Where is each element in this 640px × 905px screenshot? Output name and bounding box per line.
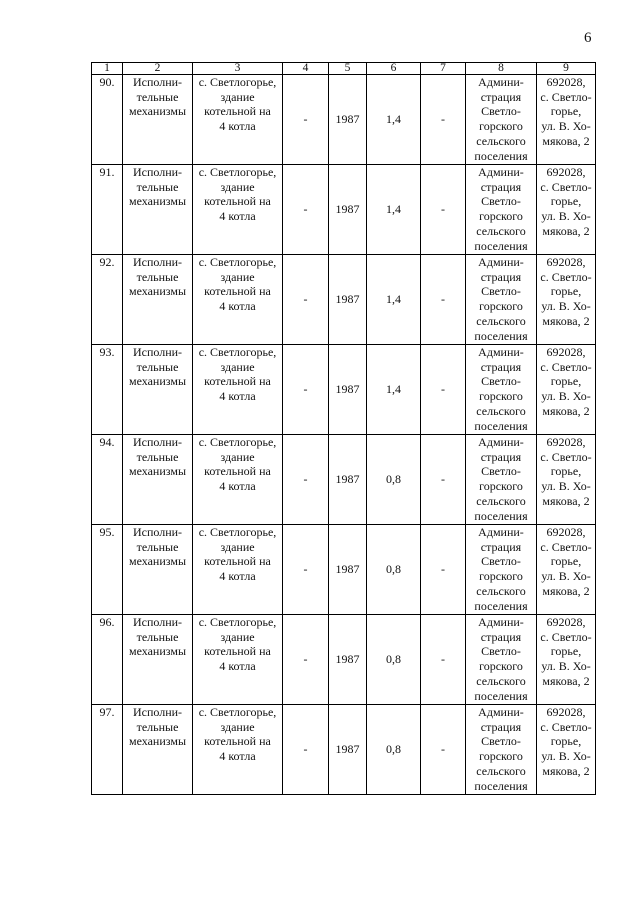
- year-cell: 1987: [329, 165, 367, 255]
- table-row: [92, 345, 596, 435]
- cell-line: сельского: [476, 133, 526, 148]
- cell-line: поселения: [474, 418, 528, 433]
- cell-line: сельского: [476, 763, 526, 778]
- cell-line: ул. В. Хо-: [541, 569, 591, 584]
- row-number: 97.: [92, 705, 123, 795]
- cell-line: 4 котла: [219, 569, 256, 584]
- column-number: 6: [367, 63, 421, 75]
- owner-address-cell: [537, 165, 596, 255]
- owner-address-cell: [537, 435, 596, 525]
- cell-line: Исполни-: [132, 435, 183, 449]
- cell-line: мякова, 2: [542, 493, 590, 508]
- cell-line: с. Светло-: [540, 269, 592, 284]
- cell-line: с. Светлогорье,: [198, 75, 277, 89]
- object-name-cell: [123, 435, 193, 525]
- cell-line: горского: [479, 299, 523, 314]
- cell-line: ул. В. Хо-: [541, 659, 591, 674]
- cell-line: ул. В. Хо-: [541, 389, 591, 404]
- cell-line: поселения: [474, 508, 528, 523]
- cell-line: 692028,: [546, 75, 586, 89]
- cell-line: Светло-: [481, 284, 521, 299]
- cell-line: 692028,: [546, 435, 586, 449]
- cell-line: сельского: [476, 673, 526, 688]
- cell-line: ул. В. Хо-: [541, 299, 591, 314]
- object-address-cell: [193, 705, 283, 795]
- owner-address-cell: [537, 345, 596, 435]
- table-row: [92, 435, 596, 525]
- value-cell: 1,4: [367, 165, 421, 255]
- cell-line: с. Светлогорье,: [198, 165, 277, 179]
- value-cell: 0,8: [367, 435, 421, 525]
- cell-line: тельные: [136, 359, 179, 374]
- cell-line: Админи-: [478, 435, 524, 449]
- cell-line: Светло-: [481, 374, 521, 389]
- cell-line: здание: [220, 179, 255, 194]
- table-row: [92, 705, 596, 795]
- cell-line: Исполни-: [132, 705, 183, 719]
- cell-line: здание: [220, 539, 255, 554]
- row-number: 91.: [92, 165, 123, 255]
- cell-line: механизмы: [129, 104, 186, 119]
- cell-line: страция: [480, 539, 522, 554]
- cell-line: горского: [479, 749, 523, 764]
- cell-line: мякова, 2: [542, 313, 590, 328]
- value-cell: 1,4: [367, 75, 421, 165]
- cell-line: страция: [480, 89, 522, 104]
- table-row: [92, 75, 596, 165]
- cell-line: мякова, 2: [542, 763, 590, 778]
- cell-line: горского: [479, 569, 523, 584]
- row-number: 90.: [92, 75, 123, 165]
- cell-line: ул. В. Хо-: [541, 749, 591, 764]
- object-name-cell: [123, 75, 193, 165]
- cell-line: мякова, 2: [542, 133, 590, 148]
- cell-line: страция: [480, 719, 522, 734]
- owner-cell: [466, 705, 537, 795]
- cell-line: с. Светло-: [540, 629, 592, 644]
- cell-line: здание: [220, 269, 255, 284]
- column-number: 3: [193, 63, 283, 75]
- cell-line: сельского: [476, 313, 526, 328]
- cell-line: 4 котла: [219, 479, 256, 494]
- cell-line: с. Светлогорье,: [198, 615, 277, 629]
- column-number: 7: [421, 63, 466, 75]
- cell-line: страция: [480, 269, 522, 284]
- owner-address-cell: [537, 75, 596, 165]
- value-cell: 0,8: [367, 525, 421, 615]
- cell-line: с. Светлогорье,: [198, 525, 277, 539]
- column-7-cell: -: [421, 345, 466, 435]
- cell-line: 692028,: [546, 165, 586, 179]
- cell-line: мякова, 2: [542, 673, 590, 688]
- cell-line: горского: [479, 389, 523, 404]
- table-row: [92, 615, 596, 705]
- owner-address-cell: [537, 705, 596, 795]
- row-number: 95.: [92, 525, 123, 615]
- cell-line: горского: [479, 479, 523, 494]
- cell-line: с. Светло-: [540, 539, 592, 554]
- column-number: 4: [283, 63, 329, 75]
- owner-cell: [466, 165, 537, 255]
- cell-line: страция: [480, 179, 522, 194]
- cell-line: 4 котла: [219, 659, 256, 674]
- column-7-cell: -: [421, 75, 466, 165]
- cell-line: горье,: [550, 104, 582, 119]
- cell-line: горье,: [550, 734, 582, 749]
- column-7-cell: -: [421, 615, 466, 705]
- object-address-cell: [193, 435, 283, 525]
- column-4-cell: -: [283, 255, 329, 345]
- column-number-row: [92, 63, 596, 75]
- cell-line: котельной на: [204, 554, 271, 569]
- cell-line: 692028,: [546, 345, 586, 359]
- cell-line: здание: [220, 89, 255, 104]
- cell-line: механизмы: [129, 464, 186, 479]
- cell-line: поселения: [474, 778, 528, 793]
- year-cell: 1987: [329, 255, 367, 345]
- cell-line: Админи-: [478, 345, 524, 359]
- cell-line: Админи-: [478, 705, 524, 719]
- cell-line: котельной на: [204, 374, 271, 389]
- object-address-cell: [193, 345, 283, 435]
- object-address-cell: [193, 615, 283, 705]
- year-cell: 1987: [329, 525, 367, 615]
- value-cell: 0,8: [367, 705, 421, 795]
- cell-line: котельной на: [204, 644, 271, 659]
- cell-line: здание: [220, 449, 255, 464]
- value-cell: 0,8: [367, 615, 421, 705]
- object-name-cell: [123, 615, 193, 705]
- cell-line: горье,: [550, 644, 582, 659]
- table-row: [92, 255, 596, 345]
- object-name-cell: [123, 525, 193, 615]
- cell-line: 692028,: [546, 615, 586, 629]
- cell-line: Светло-: [481, 194, 521, 209]
- column-4-cell: -: [283, 165, 329, 255]
- cell-line: Светло-: [481, 644, 521, 659]
- row-number: 96.: [92, 615, 123, 705]
- column-4-cell: -: [283, 525, 329, 615]
- owner-address-cell: [537, 525, 596, 615]
- cell-line: тельные: [136, 89, 179, 104]
- column-7-cell: -: [421, 165, 466, 255]
- column-4-cell: -: [283, 705, 329, 795]
- cell-line: сельского: [476, 493, 526, 508]
- column-7-cell: -: [421, 525, 466, 615]
- cell-line: 692028,: [546, 255, 586, 269]
- year-cell: 1987: [329, 435, 367, 525]
- cell-line: котельной на: [204, 194, 271, 209]
- object-name-cell: [123, 705, 193, 795]
- cell-line: мякова, 2: [542, 583, 590, 598]
- row-number: 93.: [92, 345, 123, 435]
- cell-line: механизмы: [129, 374, 186, 389]
- object-address-cell: [193, 255, 283, 345]
- column-7-cell: -: [421, 705, 466, 795]
- cell-line: горского: [479, 119, 523, 134]
- cell-line: ул. В. Хо-: [541, 479, 591, 494]
- cell-line: с. Светлогорье,: [198, 705, 277, 719]
- column-7-cell: -: [421, 435, 466, 525]
- year-cell: 1987: [329, 345, 367, 435]
- cell-line: механизмы: [129, 284, 186, 299]
- cell-line: мякова, 2: [542, 403, 590, 418]
- cell-line: Исполни-: [132, 255, 183, 269]
- cell-line: с. Светло-: [540, 89, 592, 104]
- cell-line: ул. В. Хо-: [541, 209, 591, 224]
- cell-line: сельского: [476, 223, 526, 238]
- cell-line: Светло-: [481, 734, 521, 749]
- cell-line: Админи-: [478, 165, 524, 179]
- cell-line: здание: [220, 359, 255, 374]
- object-name-cell: [123, 165, 193, 255]
- cell-line: механизмы: [129, 194, 186, 209]
- owner-cell: [466, 255, 537, 345]
- cell-line: горье,: [550, 464, 582, 479]
- cell-line: тельные: [136, 719, 179, 734]
- cell-line: Исполни-: [132, 345, 183, 359]
- table-row: [92, 165, 596, 255]
- owner-address-cell: [537, 615, 596, 705]
- cell-line: механизмы: [129, 644, 186, 659]
- column-4-cell: -: [283, 345, 329, 435]
- cell-line: Светло-: [481, 104, 521, 119]
- column-4-cell: -: [283, 75, 329, 165]
- cell-line: Исполни-: [132, 525, 183, 539]
- cell-line: горье,: [550, 374, 582, 389]
- column-number: 2: [123, 63, 193, 75]
- cell-line: 4 котла: [219, 299, 256, 314]
- cell-line: горье,: [550, 284, 582, 299]
- cell-line: здание: [220, 719, 255, 734]
- cell-line: Админи-: [478, 255, 524, 269]
- cell-line: поселения: [474, 688, 528, 703]
- row-number: 94.: [92, 435, 123, 525]
- cell-line: котельной на: [204, 464, 271, 479]
- cell-line: Админи-: [478, 75, 524, 89]
- cell-line: котельной на: [204, 104, 271, 119]
- year-cell: 1987: [329, 75, 367, 165]
- column-7-cell: -: [421, 255, 466, 345]
- cell-line: Светло-: [481, 554, 521, 569]
- cell-line: с. Светло-: [540, 449, 592, 464]
- cell-line: Светло-: [481, 464, 521, 479]
- column-4-cell: -: [283, 435, 329, 525]
- row-number: 92.: [92, 255, 123, 345]
- owner-address-cell: [537, 255, 596, 345]
- object-address-cell: [193, 75, 283, 165]
- cell-line: страция: [480, 449, 522, 464]
- value-cell: 1,4: [367, 345, 421, 435]
- object-name-cell: [123, 345, 193, 435]
- cell-line: механизмы: [129, 734, 186, 749]
- cell-line: 4 котла: [219, 119, 256, 134]
- cell-line: тельные: [136, 269, 179, 284]
- cell-line: ул. В. Хо-: [541, 119, 591, 134]
- cell-line: поселения: [474, 328, 528, 343]
- cell-line: мякова, 2: [542, 223, 590, 238]
- cell-line: с. Светло-: [540, 359, 592, 374]
- value-cell: 1,4: [367, 255, 421, 345]
- cell-line: поселения: [474, 148, 528, 163]
- cell-line: здание: [220, 629, 255, 644]
- table-row: [92, 525, 596, 615]
- cell-line: с. Светло-: [540, 179, 592, 194]
- cell-line: поселения: [474, 238, 528, 253]
- cell-line: горского: [479, 659, 523, 674]
- cell-line: страция: [480, 629, 522, 644]
- cell-line: тельные: [136, 539, 179, 554]
- cell-line: сельского: [476, 583, 526, 598]
- property-table: [91, 62, 596, 795]
- cell-line: котельной на: [204, 284, 271, 299]
- cell-line: 692028,: [546, 525, 586, 539]
- cell-line: 4 котла: [219, 749, 256, 764]
- column-4-cell: -: [283, 615, 329, 705]
- cell-line: 4 котла: [219, 389, 256, 404]
- object-address-cell: [193, 165, 283, 255]
- owner-cell: [466, 345, 537, 435]
- cell-line: Исполни-: [132, 75, 183, 89]
- cell-line: тельные: [136, 449, 179, 464]
- cell-line: горье,: [550, 554, 582, 569]
- cell-line: Исполни-: [132, 615, 183, 629]
- cell-line: сельского: [476, 403, 526, 418]
- cell-line: с. Светлогорье,: [198, 435, 277, 449]
- cell-line: механизмы: [129, 554, 186, 569]
- owner-cell: [466, 75, 537, 165]
- owner-cell: [466, 525, 537, 615]
- cell-line: Админи-: [478, 525, 524, 539]
- column-number: 9: [537, 63, 596, 75]
- year-cell: 1987: [329, 615, 367, 705]
- object-name-cell: [123, 255, 193, 345]
- cell-line: с. Светлогорье,: [198, 345, 277, 359]
- cell-line: поселения: [474, 598, 528, 613]
- cell-line: горье,: [550, 194, 582, 209]
- cell-line: с. Светло-: [540, 719, 592, 734]
- year-cell: 1987: [329, 705, 367, 795]
- cell-line: 692028,: [546, 705, 586, 719]
- cell-line: котельной на: [204, 734, 271, 749]
- cell-line: горского: [479, 209, 523, 224]
- cell-line: тельные: [136, 629, 179, 644]
- cell-line: Исполни-: [132, 165, 183, 179]
- object-address-cell: [193, 525, 283, 615]
- cell-line: с. Светлогорье,: [198, 255, 277, 269]
- column-number: 8: [466, 63, 537, 75]
- cell-line: 4 котла: [219, 209, 256, 224]
- owner-cell: [466, 615, 537, 705]
- cell-line: Админи-: [478, 615, 524, 629]
- cell-line: тельные: [136, 179, 179, 194]
- owner-cell: [466, 435, 537, 525]
- page-number: 6: [584, 30, 592, 46]
- cell-line: страция: [480, 359, 522, 374]
- column-number: 5: [329, 63, 367, 75]
- column-number: 1: [92, 63, 123, 75]
